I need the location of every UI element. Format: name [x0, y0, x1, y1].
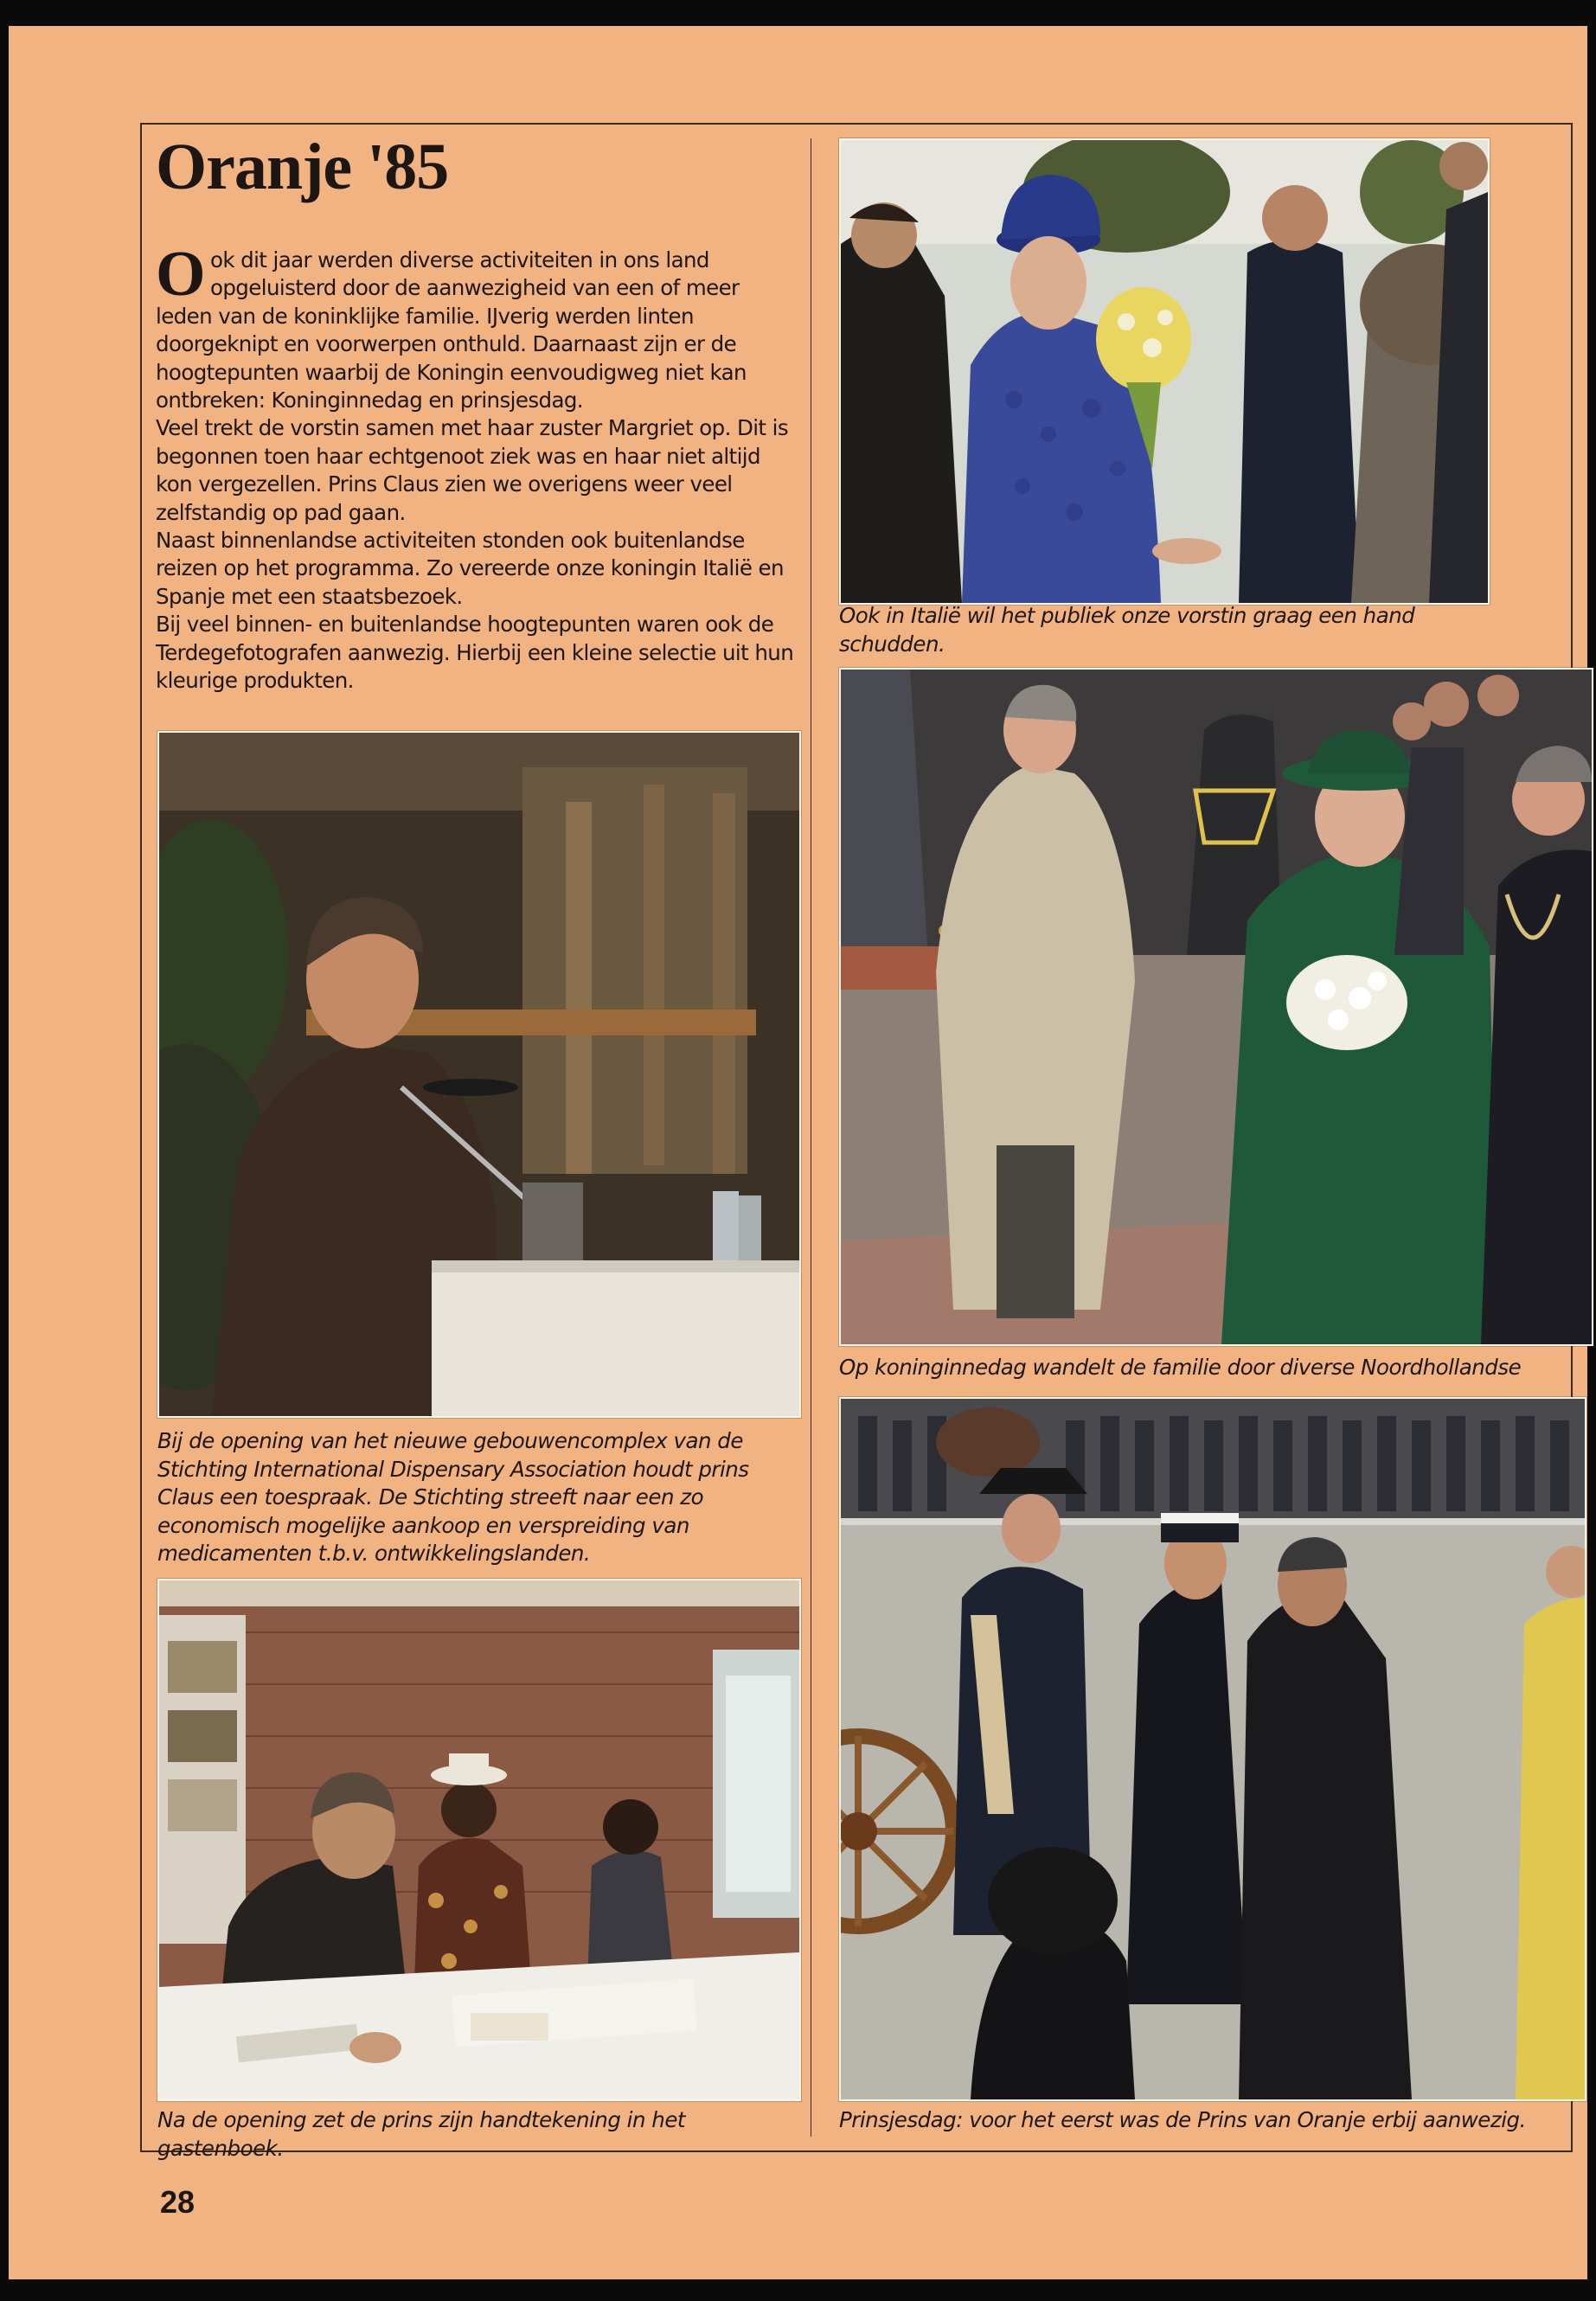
intro-paragraph-3: Naast binnenlandse activiteiten stonden ook buitenlandse reizen op het programma. Zo vereerde onze koningin Italië en Spanje met een staatsbezoek.	[156, 528, 784, 609]
photo-prinsjesdag	[839, 1397, 1586, 2101]
caption-italy: Ook in Italië wil het publiek onze vorstin graag een hand schudden.	[839, 603, 1415, 657]
caption-queensday: Op koninginnedag wandelt de familie door diverse Noordhollandse	[839, 1355, 1522, 1380]
photo-speech	[157, 731, 801, 1418]
intro-paragraph-2: Veel trekt de vorstin samen met haar zuster Margriet op. Dit is begonnen toen haar echtgenoot ziek was en haar niet altijd kon vergezellen. Prins Claus zien we overigens weer veel zelfstandig op pad gaan.	[156, 415, 788, 525]
caption-prinsjesdag: Prinsjesdag: voor het eerst was de Prins van Oranje erbij aanwezig.	[839, 2107, 1526, 2132]
intro-text	[156, 239, 800, 695]
intro-paragraph-1: ok dit jaar werden diverse activiteiten in ons land opgeluisterd door de aanwezigheid van een of meer leden van de koninklijke familie. IJverig werden linten doorgeknipt en voorwerpen onthuld. Daarnaast zijn er de hoogtepunten waarbij de Koningin eenvoudigweg niet kan ontbreken: Koninginnedag en prinsjesdag.	[156, 247, 747, 413]
intro-paragraph-4: Bij veel binnen- en buitenlandse hoogtepunten waren ook de Terdegefotografen aanwezig. Hierbij een kleine selectie uit hun kleurige produkten.	[156, 612, 794, 694]
caption-signing: Na de opening zet de prins zijn handtekening in het gastenboek.	[157, 2107, 685, 2161]
frame-top-rule	[140, 123, 1573, 125]
drop-cap: O	[156, 239, 205, 310]
caption-speech: Bij de opening van het nieuwe gebouwencomplex van de Stichting International Dispensary Association houdt prins Claus een toespraak. De Stichting streeft naar een zo economisch mogelijke aankoop en verspreiding van medicamenten t.b.v. ontwikkelingslanden.	[157, 1428, 749, 1566]
photo-italy	[839, 138, 1490, 605]
frame-left-rule	[140, 123, 142, 2152]
photo-queensday	[839, 668, 1593, 1346]
article-title: Oranje '85	[156, 131, 449, 203]
page-number: 28	[160, 2184, 195, 2220]
magazine-page	[9, 26, 1587, 2279]
photo-signing	[157, 1579, 801, 2101]
